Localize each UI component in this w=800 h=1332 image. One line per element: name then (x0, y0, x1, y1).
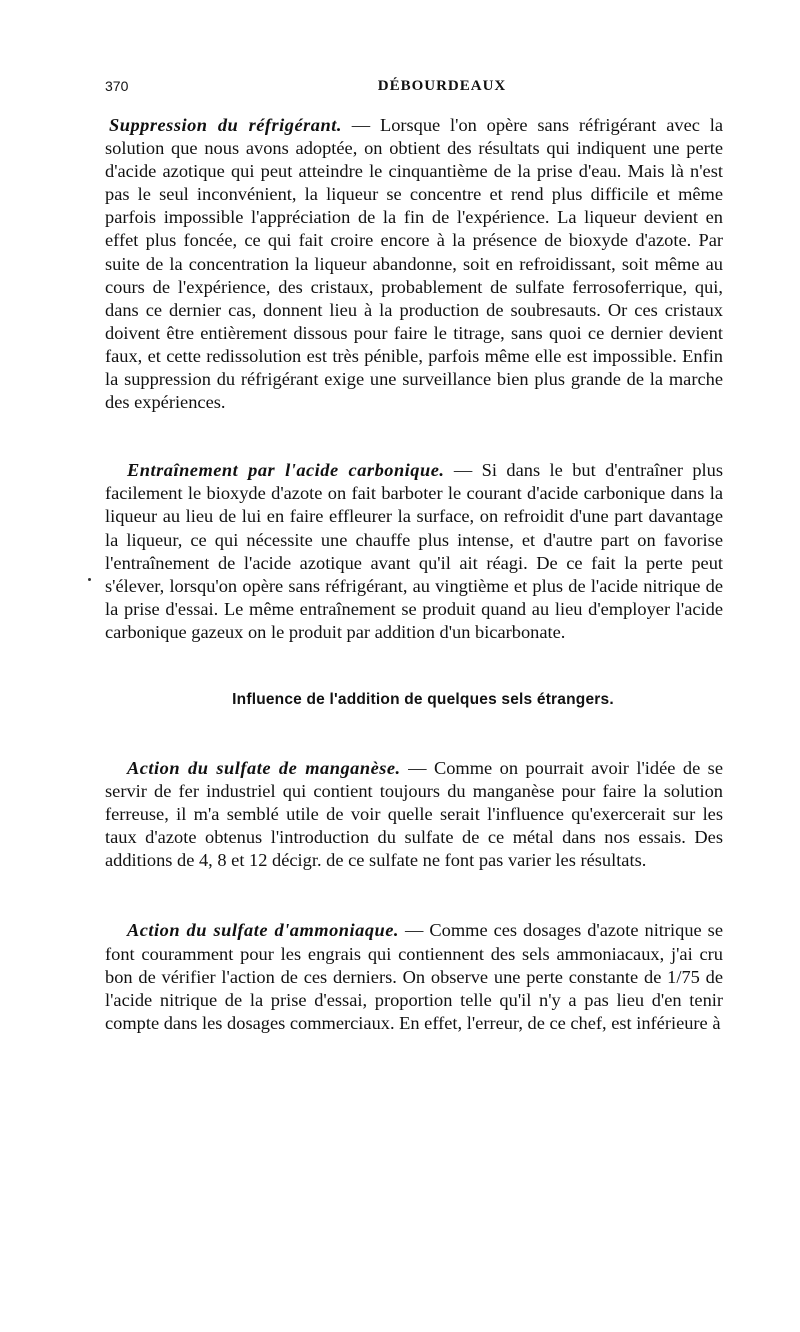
running-head (105, 78, 723, 102)
running-head-author: DÉBOURDEAUX (377, 78, 507, 94)
paragraph-lead: Entraînement par l'acide carbonique. (127, 460, 445, 481)
section-heading: Influence de l'addition de quelques sels étrangers. (232, 690, 614, 708)
paragraph-lead: Action du sulfate de manganèse. (127, 757, 401, 778)
paragraph-sulfate-manganese (105, 757, 723, 872)
paragraph-lead: Action du sulfate d'ammoniaque. (127, 920, 400, 941)
print-speck (88, 578, 91, 581)
page-number: 370 (105, 78, 129, 94)
paragraph-lead: Suppression du réfrigérant. (109, 115, 342, 135)
paragraph-text: — Lorsque l'on opère sans réfrigérant avec la solution que nous avons adoptée, on obtient des résultats qui indiquent une perte d'acide azotique qui peut atteindre le cinquantième de la prise d'eau. Mais là n'est pas le seul inconvénient, la liqueur se concentre et rend plus difficile et même parfois impossible l'appréciation de la fin de l'expérience. La liqueur devient en effet plus foncée, ce qui fait croire encore à la présence de bioxyde d'azote. Par suite de la concentration la liqueur abandonne, soit en refroidissant, soit même au cours de l'expérience, des cristaux, probablement de sulfate ferrosoferrique, qui, dans ce dernier cas, donnent lieu à la production de soubresauts. Or ces cristaux doivent être entièrement dissous pour faire le titrage, sans quoi ce dernier devient faux, et cette redissolution est très pénible, parfois même elle est impossible. Enfin la suppression du réfrigérant exige une surveillance bien plus grande de la marche des expériences. (105, 115, 723, 413)
paragraph-entrainement (105, 459, 723, 644)
paragraph-text: — Si dans le but d'entraîner plus facilement le bioxyde d'azote on fait barboter le courant d'acide carbonique dans la liqueur au lieu de lui en faire effleurer la surface, on refroidit d'une part davantage la liqueur, ce qui nécessite une chauffe plus intense, et d'autre part on favorise l'entraînement de l'acide azotique avant qu'il ait réagi. De ce fait la perte peut s'élever, lorsqu'on opère sans réfrigérant, au vingtième et plus de l'acide nitrique de la prise d'essai. Le même entraînement se produit quand au lieu d'employer l'acide carbonique gazeux on le produit par addition d'un bicarbonate. (105, 460, 724, 642)
paragraph-sulfate-ammoniaque (105, 919, 723, 1034)
paragraph-text: — Comme ces dosages d'azote nitrique se font couramment pour les engrais qui contiennent des sels ammoniacaux, j'ai cru bon de vérifier l'action de ces derniers. On observe une perte constante de 1/75 de l'acide nitrique de la prise d'essai, proportion telle qu'il n'y a pas lieu d'en tenir compte dans les dosages commerciaux. En effet, l'erreur, de ce chef, est inférieure à (105, 920, 723, 1033)
paragraph-text: — Comme on pourrait avoir l'idée de se servir de fer industriel qui contient toujours du manganèse pour faire la solution ferreuse, il m'a semblé utile de voir quelle serait l'influence qu'exercerait sur les taux d'azote obtenus l'introduction du sulfate de ce métal dans nos essais. Des additions de 4, 8 et 12 décigr. de ce sulfate ne font pas varier les résultats. (105, 757, 724, 871)
paragraph-suppression-refrigerant (105, 114, 723, 414)
page-body (105, 78, 723, 1035)
